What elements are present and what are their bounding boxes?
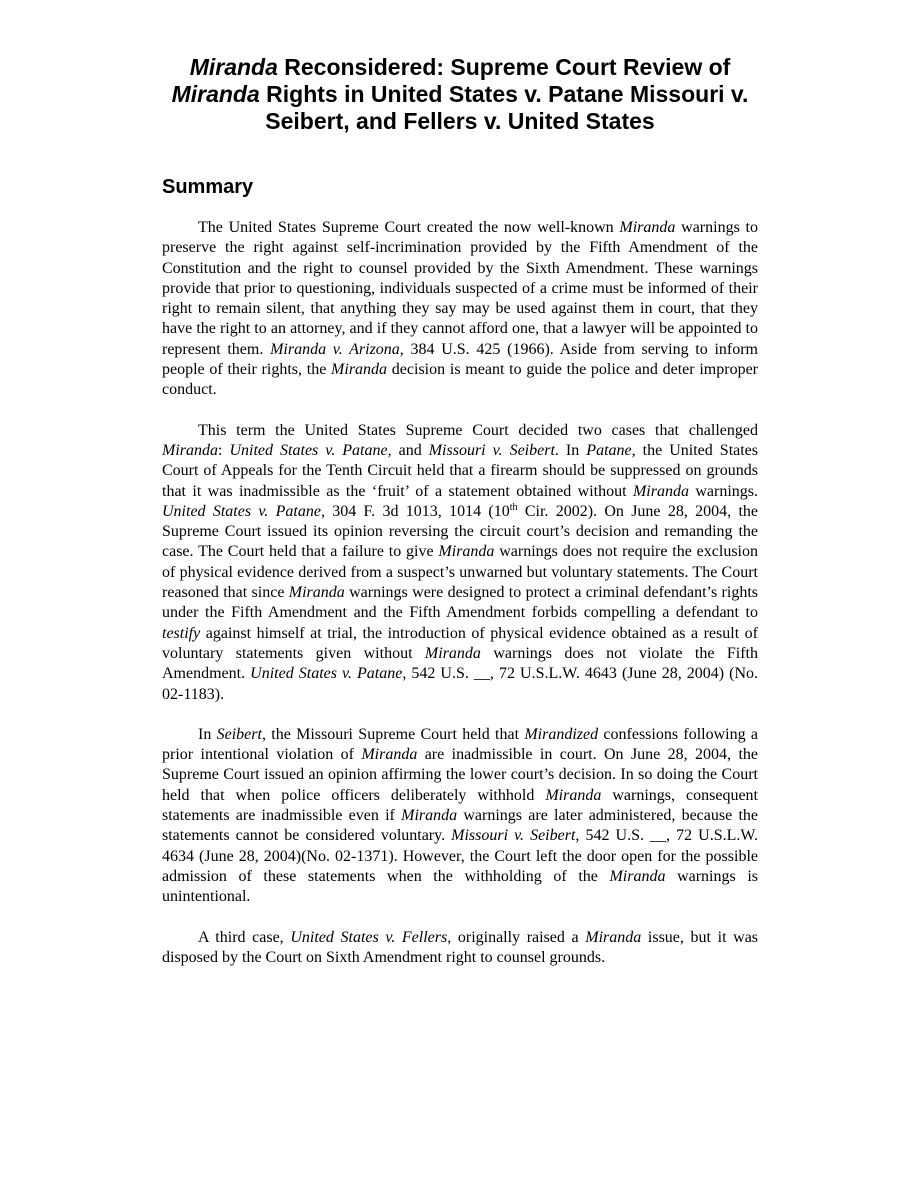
summary-heading: Summary xyxy=(162,176,254,198)
paragraph-2: This term the United States Supreme Court decided two cases that challenged Miranda: United States v. Patane, and Missouri v. Seibert. In Patane, the United States Court of Appeals for the Tenth Circuit held that a firearm should be suppressed on grounds that it was inadmissible as the ‘fruit’ of a statement obtained without Miranda warnings. United States v. Patane, 304 F. 3d 1013, 1014 (10th Cir. 2002). On June 28, 2004, the Supreme Court issued its opinion reversing the circuit court’s decision and remanding the case. The Court held that a failure to give Miranda warnings does not require the exclusion of physical evidence derived from a suspect’s unwarned but voluntary statements. The Court reasoned that since Miranda warnings were designed to protect a criminal defendant’s rights under the Fifth Amendment and the Fifth Amendment forbids compelling a defendant to testify against himself at trial, the introduction of physical evidence obtained as a result of voluntary statements given without Miranda warnings does not violate the Fifth Amendment. United States v. Patane, 542 U.S. __, 72 U.S.L.W. 4643 (June 28, 2004) (No. 02-1183). xyxy=(162,421,759,703)
paragraph-1: The United States Supreme Court created the now well-known Miranda warnings to preserve the right against self-incrimination provided by the Fifth Amendment of the Constitution and the right to counsel provided by the Sixth Amendment. These warnings provide that prior to questioning, individuals suspected of a crime must be informed of their right to remain silent, that anything they say may be used against them in court, that they have the right to an attorney, and if they cannot afford one, that a lawyer will be appointed to represent them. Miranda v. Arizona, 384 U.S. 425 (1966). Aside from serving to inform people of their rights, the Miranda decision is meant to guide the police and deter improper conduct. xyxy=(162,219,759,399)
document-title: Miranda Reconsidered: Supreme Court Review of Miranda Rights in United States v. Patane Missouri v. Seibert, and Fellers v. United States xyxy=(171,54,749,134)
document-page xyxy=(162,54,759,966)
summary-body xyxy=(162,218,758,988)
paragraph-3: In Seibert, the Missouri Supreme Court held that Mirandized confessions following a prior intentional violation of Miranda are inadmissible in court. On June 28, 2004, the Supreme Court issued an opinion affirming the lower court’s decision. In so doing the Court held that when police officers deliberately withhold Miranda warnings, consequent statements are inadmissible even if Miranda warnings are later administered, because the statements cannot be considered voluntary. Missouri v. Seibert, 542 U.S. __, 72 U.S.L.W. 4634 (June 28, 2004)(No. 02-1371). However, the Court left the door open for the possible admission of these statements when the withholding of the Miranda warnings is unintentional. xyxy=(162,725,759,906)
paragraph-4: A third case, United States v. Fellers, originally raised a Miranda issue, but it was disposed by the Court on Sixth Amendment right to counsel grounds. xyxy=(162,928,759,966)
